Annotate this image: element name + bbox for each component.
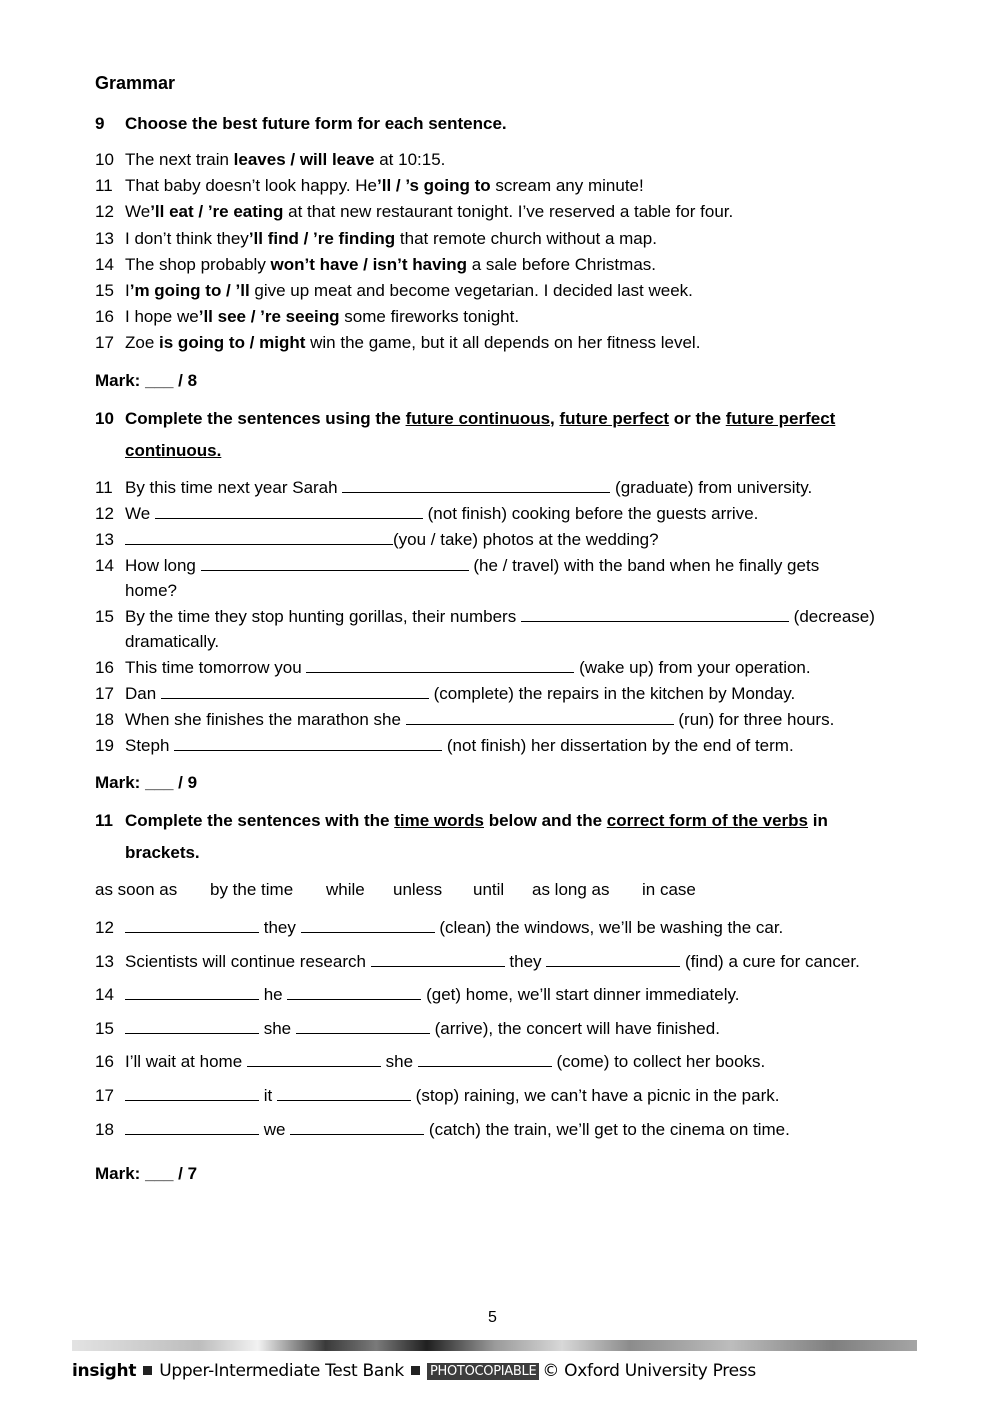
list-item — [95, 504, 758, 524]
photocopiable-label: PHOTOCOPIABLE — [427, 1363, 539, 1380]
exercise-9-mark: Mark: ___ / 8 — [95, 371, 198, 390]
list-item — [95, 150, 445, 170]
sentence-text: We — [125, 202, 151, 222]
answer-options: ’ll find / ’re finding — [248, 228, 396, 248]
sentence-text: a sale before Christmas. — [467, 254, 656, 274]
list-item — [95, 985, 739, 1005]
sentence-text: Scientists will continue research — [125, 951, 371, 971]
sentence-text: (decrease) — [788, 607, 875, 626]
item-number: 16 — [95, 658, 114, 677]
sentence-text: (clean) the windows, we’ll be washing the car. — [434, 918, 784, 937]
sentence-text: she — [380, 1052, 418, 1072]
sentence-text: (complete) the repairs in the kitchen by Monday. — [428, 684, 796, 703]
sentence-text: at that new restaurant tonight. I’ve reserved a table for four. — [283, 202, 734, 222]
sentence-text: correct form of the verbs — [606, 811, 809, 830]
footer-publisher: © Oxford University Press — [542, 1361, 756, 1381]
footer-brand: insight — [72, 1361, 137, 1381]
answer-blank — [406, 710, 674, 725]
sentence-text: scream any minute! — [490, 176, 644, 196]
sentence-text: This time tomorrow you — [125, 658, 307, 677]
item-number: 11 — [95, 176, 113, 196]
list-item — [95, 918, 783, 938]
instruction-text — [125, 811, 828, 830]
answer-options: ’ll eat / ’re eating — [150, 202, 284, 222]
list-item — [95, 736, 794, 756]
list-item — [95, 281, 693, 301]
sentence-text: future perfect — [725, 409, 836, 428]
exercise-number: 9 — [95, 114, 105, 133]
sentence-text: That baby doesn’t look happy. He — [125, 176, 378, 196]
sentence-text: (run) for three hours. — [673, 710, 835, 729]
list-item — [95, 581, 177, 601]
sentence-text: I — [125, 281, 130, 300]
sentence-text: some fireworks tonight. — [339, 307, 520, 327]
answer-blank — [125, 1019, 259, 1034]
sentence-text: (he / travel) with the band when he finally gets — [468, 556, 820, 575]
item-number: 17 — [95, 333, 114, 353]
time-word: until — [473, 880, 505, 899]
sentence-text: below and the — [483, 811, 607, 830]
sentence-text: Dan — [125, 684, 161, 703]
answer-blank — [287, 985, 421, 1000]
sentence-text: he — [259, 985, 288, 1005]
item-number: 18 — [95, 1119, 114, 1139]
sentence-text: she — [259, 1018, 296, 1038]
answer-blank — [418, 1052, 552, 1067]
sentence-text: or the — [669, 409, 726, 428]
item-number: 10 — [95, 150, 114, 169]
item-number: 14 — [95, 254, 114, 274]
item-number: 12 — [95, 504, 114, 523]
footer — [72, 1361, 756, 1381]
square-bullet-icon — [143, 1366, 152, 1375]
item-number: 16 — [95, 307, 114, 327]
sentence-text: at 10:15. — [374, 150, 446, 169]
answer-blank — [247, 1052, 381, 1067]
sentence-text: they — [504, 951, 547, 971]
list-item — [95, 1019, 720, 1039]
list-item — [95, 478, 812, 498]
sentence-text: (come) to collect her books. — [551, 1052, 766, 1072]
answer-blank — [371, 952, 505, 967]
list-item — [95, 952, 860, 972]
item-number: 15 — [95, 607, 114, 626]
answer-blank — [546, 952, 680, 967]
list-item — [95, 229, 657, 249]
time-word: as soon as — [95, 880, 178, 899]
list-item — [95, 684, 795, 704]
sentence-text: , — [550, 409, 560, 428]
answer-blank — [161, 684, 429, 699]
list-item — [95, 607, 875, 627]
item-number: 17 — [95, 1086, 114, 1105]
footer-book-title: Upper-Intermediate Test Bank — [159, 1361, 404, 1381]
exercise-10-instruction — [95, 409, 835, 429]
item-number: 12 — [95, 202, 114, 222]
list-item — [95, 333, 700, 353]
item-number: 13 — [95, 951, 114, 971]
sentence-text: How long — [125, 556, 201, 575]
list-item — [95, 255, 656, 275]
exercise-number: 11 — [95, 811, 113, 830]
item-number: 15 — [95, 281, 114, 300]
sentence-text: give up meat and become vegetarian. I decided last week. — [249, 281, 693, 300]
instruction-text — [125, 409, 835, 428]
exercise-11-instruction — [95, 811, 828, 831]
sentence-text: Complete the sentences with the — [125, 811, 395, 830]
list-item — [95, 658, 811, 678]
item-number: 13 — [95, 228, 114, 248]
sentence-text: win the game, but it all depends on her fitness level. — [305, 333, 701, 353]
list-item — [95, 556, 819, 576]
instruction-text-continued: continuous. — [125, 441, 222, 460]
exercise-11-instruction-line2: brackets. — [125, 843, 200, 862]
sentence-text: they — [259, 918, 301, 937]
sentence-text: in — [808, 811, 828, 830]
exercise-9-instruction — [95, 114, 507, 134]
answer-blank — [521, 607, 789, 622]
sentence-text: (arrive), the concert will have finished. — [429, 1018, 720, 1038]
sentence-text: dramatically. — [125, 632, 220, 651]
answer-blank — [125, 918, 259, 933]
answer-options: is going to / might — [159, 333, 306, 353]
time-word: unless — [393, 880, 443, 899]
sentence-text: future perfect — [559, 409, 670, 428]
answer-blank — [125, 1120, 259, 1135]
list-item — [95, 710, 834, 730]
answer-blank — [296, 1019, 430, 1034]
sentence-text: (stop) raining, we can’t have a picnic in the park. — [410, 1086, 780, 1105]
sentence-text: The next train — [125, 150, 234, 169]
item-number: 15 — [95, 1018, 114, 1038]
sentence-text: time words — [394, 811, 484, 830]
sentence-text: I hope we — [125, 307, 199, 327]
answer-blank — [125, 985, 259, 1000]
item-number: 17 — [95, 684, 114, 703]
sentence-text: When she finishes the marathon she — [125, 710, 406, 729]
answer-blank — [342, 478, 610, 493]
exercise-10-mark: Mark: ___ / 9 — [95, 773, 198, 792]
sentence-text: home? — [125, 581, 177, 600]
sentence-text: (catch) the train, we’ll get to the cinema on time. — [424, 1119, 790, 1139]
answer-blank — [290, 1120, 424, 1135]
answer-blank — [306, 658, 574, 673]
list-item — [95, 1086, 779, 1106]
sentence-text: By this time next year Sarah — [125, 478, 343, 497]
exercise-11-mark: Mark: ___ / 7 — [95, 1164, 198, 1183]
sentence-text: it — [259, 1086, 277, 1105]
answer-options: ’ll / ’s going to — [377, 176, 491, 196]
sentence-text: (wake up) from your operation. — [574, 658, 811, 677]
answer-blank — [201, 556, 469, 571]
page-number: 5 — [488, 1309, 497, 1326]
sentence-text: I’ll wait at home — [125, 1052, 247, 1072]
answer-options: ’m going to / ’ll — [129, 281, 250, 300]
item-number: 19 — [95, 736, 114, 755]
time-word: as long as — [532, 880, 610, 899]
sentence-text: (not finish) cooking before the guests arrive. — [422, 504, 759, 523]
time-word: while — [326, 880, 365, 899]
sentence-text: I don’t think they — [125, 228, 249, 248]
square-bullet-icon — [411, 1366, 420, 1375]
exercise-10-instruction-line2 — [125, 441, 221, 461]
item-number: 13 — [95, 530, 114, 549]
sentence-text: Zoe — [125, 333, 160, 353]
answer-blank — [301, 918, 435, 933]
answer-blank — [155, 504, 423, 519]
answer-blank — [174, 736, 442, 751]
section-title: Grammar — [95, 73, 176, 93]
time-word: by the time — [210, 880, 294, 899]
list-item — [95, 1120, 790, 1140]
sentence-text: The shop probably — [125, 254, 271, 274]
list-item — [95, 307, 519, 327]
sentence-text: that remote church without a map. — [395, 228, 657, 248]
sentence-text: (get) home, we’ll start dinner immediately. — [421, 985, 740, 1005]
list-item — [95, 1052, 765, 1072]
exercise-number: 10 — [95, 409, 114, 428]
sentence-text: By the time they stop hunting gorillas, their numbers — [125, 607, 521, 626]
item-number: 14 — [95, 556, 114, 575]
item-number: 11 — [95, 478, 113, 497]
list-item — [95, 202, 733, 222]
item-number: 16 — [95, 1052, 114, 1072]
sentence-text: (not finish) her dissertation by the end of term. — [442, 736, 794, 755]
answer-blank — [125, 1086, 259, 1101]
answer-options: leaves / will leave — [233, 150, 375, 169]
sentence-text: (find) a cure for cancer. — [680, 951, 860, 971]
item-number: 14 — [95, 985, 114, 1005]
list-item — [95, 632, 219, 652]
time-word: in case — [642, 880, 696, 899]
sentence-text: (you / take) photos at the wedding? — [393, 530, 659, 549]
sentence-text: future continuous — [405, 409, 551, 428]
sentence-text: Steph — [125, 736, 175, 755]
item-number: 18 — [95, 710, 114, 729]
sentence-text: we — [259, 1119, 291, 1139]
sentence-text: Complete the sentences using the — [125, 409, 406, 428]
answer-blank — [277, 1086, 411, 1101]
list-item — [95, 176, 644, 196]
instruction-text: Choose the best future form for each sentence. — [125, 114, 507, 133]
answer-blank — [125, 530, 393, 545]
footer-decorative-strip — [72, 1340, 917, 1351]
sentence-text: We — [125, 504, 155, 523]
list-item — [95, 530, 659, 550]
answer-options: won’t have / isn’t having — [270, 254, 468, 274]
sentence-text: (graduate) from university. — [610, 478, 813, 497]
item-number: 12 — [95, 918, 114, 937]
answer-options: ’ll see / ’re seeing — [198, 307, 340, 327]
